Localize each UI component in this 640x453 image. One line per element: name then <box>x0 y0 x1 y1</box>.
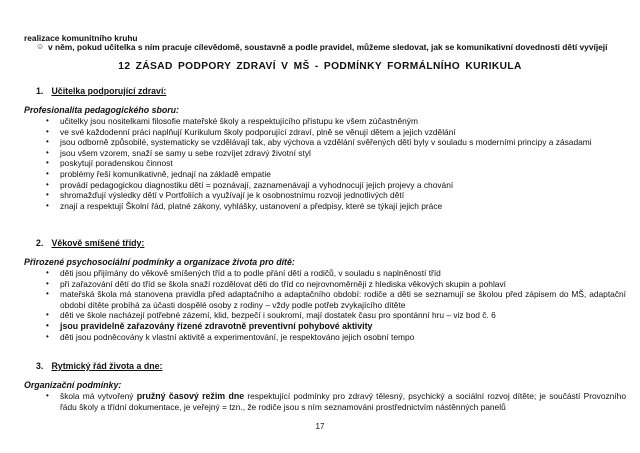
smiley-note <box>36 42 626 53</box>
section-title: Učitelka podporující zdraví: <box>51 86 167 96</box>
list-item: • děti jsou podněcovány k vlastní aktivitě a experimentování, je respektováno jejich osobní tempo <box>46 332 626 343</box>
list-item: • ve své každodenní práci naplňují Kurikulum školy podporující zdraví, plně se věnují dětem a jejich vzdělání <box>46 127 626 138</box>
text-run: škola má vytvořený <box>60 391 137 401</box>
list-item: • znají a respektují Školní řád, platné zákony, vyhlášky, ustanovení a předpisy, které se týkají jejich práce <box>46 201 626 212</box>
smiley-note-text: v něm, pokud učitelka s ním pracuje cílevědomě, soustavně a podle pravidel, můžeme sledovat, jak se komunikativní dovednosti dětí vyvíjejí <box>48 42 608 52</box>
section-number: 2. <box>36 238 44 248</box>
list-item: • poskytují poradenskou činnost <box>46 158 626 169</box>
list-item: • děti jsou přijímány do věkově smíšených tříd a to podle přání dětí a rodičů, v souladu s naplněností tříd <box>46 268 626 279</box>
section-title: Rytmický řád života a dne: <box>51 361 163 371</box>
intro-line: realizace komunitního kruhu <box>24 33 138 43</box>
smiley-face-icon: ☺ <box>36 42 45 51</box>
section-3-subheading: Organizační podmínky: <box>24 380 122 390</box>
section-3-list <box>46 391 626 412</box>
list-item: • jsou odborně způsobilé, systematicky se vzdělávají tak, aby výchova a vzdělání svěřených dětí byly v souladu s moderními principy a zásadami <box>46 137 626 148</box>
list-item: • mateřská škola má stanovena pravidla před adaptačního a adaptačního období: rodiče a děti se seznamují se školou před zápisem do MŠ, adaptační období dítěte probíhá za účasti dospělé osoby z rodiny – vždy podle potřeb zvykajícího dítěte <box>46 289 626 310</box>
section-3-heading <box>36 361 162 372</box>
list-item: • shromažďují výsledky dětí v Portfoliích a využívají je k osobnostnímu rozvoji jednotlivých dětí <box>46 190 626 201</box>
section-number: 3. <box>36 361 44 371</box>
list-item: • učitelky jsou nositelkami filosofie mateřské školy a respektujícího přístupu ke všem zúčastněným <box>46 116 626 127</box>
section-2-subheading: Přirozené psychosociální podmínky a organizace života pro dítě: <box>24 257 295 267</box>
text-run-bold: pružný časový režim dne <box>136 391 245 401</box>
section-title: Věkově smíšené třídy: <box>51 238 145 248</box>
section-2-list <box>46 268 626 342</box>
section-1-subheading: Profesionalita pedagogického sboru: <box>24 105 179 115</box>
list-item: • děti ve škole nacházejí potřebné zázemí, klid, bezpečí i soukromí, mají dostatek času pro spontánní hru – viz bod č. 6 <box>46 310 626 321</box>
page-title: 12 ZÁSAD PODPORY ZDRAVÍ V MŠ - PODMÍNKY FORMÁLNÍHO KURIKULA <box>118 61 522 72</box>
section-2-heading <box>36 238 144 249</box>
text-run: respektující podmínky pro zdravý tělesný, psychický a sociální rozvoj dítěte; je součástí Provozního řádu školy a třídní dokumentace, je veřejný = tzn., že rodiče jsou s ním seznamováni prostřednictvím nástěnných panelů <box>60 391 626 412</box>
list-item: • provádí pedagogickou diagnostiku dětí = poznávají, zaznamenávají a vyhodnocují jejich projevy a chování <box>46 180 626 191</box>
list-item: • při zařazování dětí do tříd se škola snaží rozdělovat děti do tříd co nejrovnoměrněji z hlediska věkových skupin a pohlaví <box>46 279 626 290</box>
section-1-list <box>46 116 626 211</box>
list-item <box>46 391 626 412</box>
section-number: 1. <box>36 86 44 96</box>
page-number: 17 <box>315 422 325 431</box>
list-item: • jsou všem vzorem, snaží se samy u sebe rozvíjet zdravý životní styl <box>46 148 626 159</box>
list-item-emphasized: • jsou pravidelně zařazovány řízené zdravotně preventivní pohybové aktivity <box>46 321 626 332</box>
section-1-heading <box>36 86 166 97</box>
list-item: • problémy řeší komunikativně, jednají na základě empatie <box>46 169 626 180</box>
